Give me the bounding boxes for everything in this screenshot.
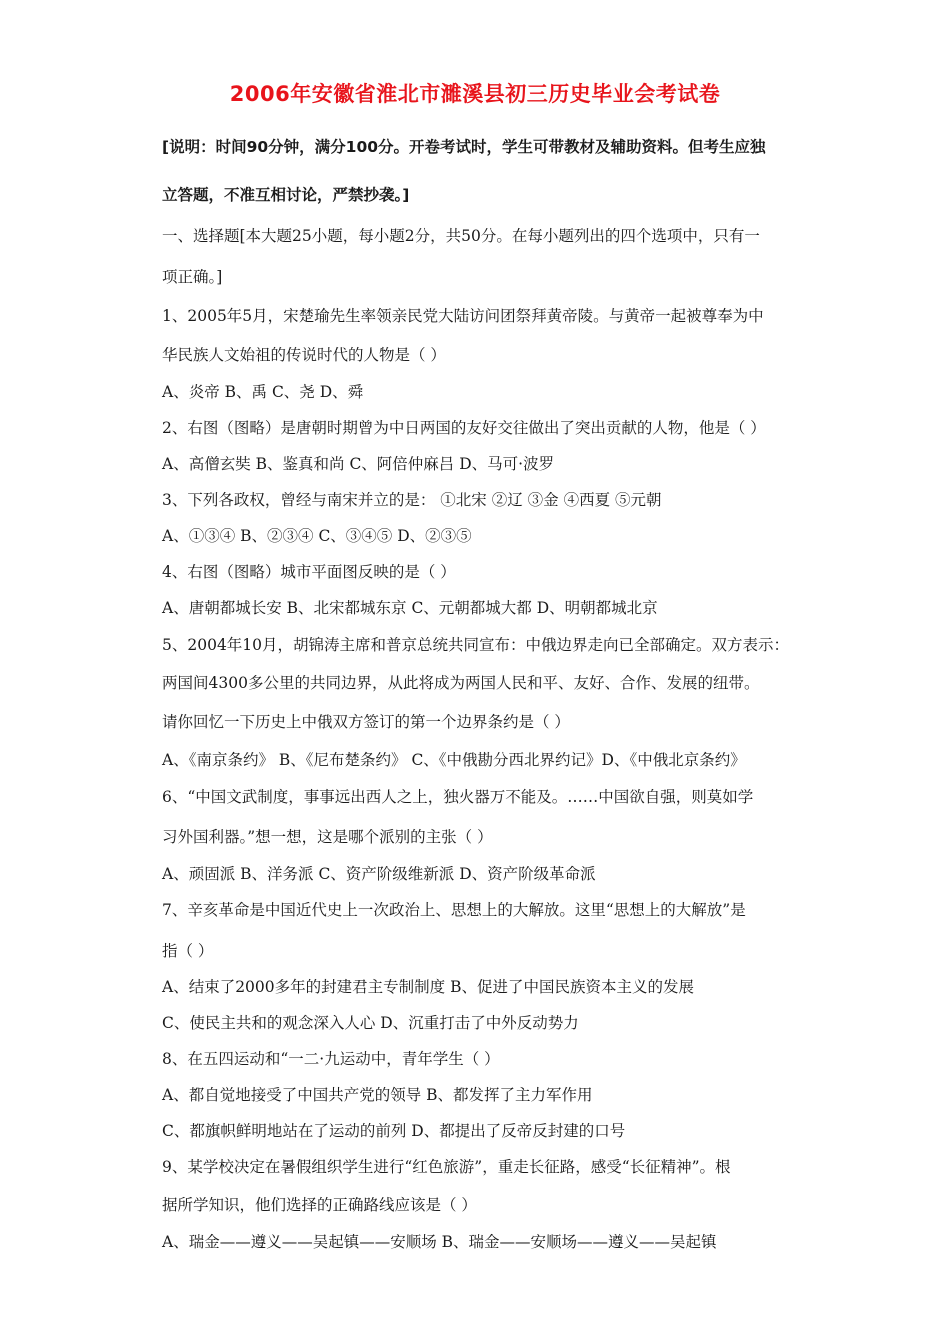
q7-stem-line-1: 7、辛亥革命是中国近代史上一次政治上、思想上的大解放。这里“思想上的大解放”是 [162,901,746,919]
q5-stem-line-1: 5、2004年10月，胡锦涛主席和普京总统共同宣布：中俄边界走向已全部确定。双方表示： [162,636,790,654]
q8-options-line-2: C、都旗帜鲜明地站在了运动的前列 D、都提出了反帝反封建的口号 [162,1122,626,1140]
q9-stem-line-2: 据所学知识，他们选择的正确路线应该是（ ） [162,1196,477,1214]
section-header-line-1: 一、选择题[本大题25小题，每小题2分，共50分。在每小题列出的四个选项中，只有一 [162,227,760,245]
q7-options-line-1: A、结束了2000多年的封建君主专制制度 B、促进了中国民族资本主义的发展 [162,978,694,996]
q5-stem-line-3: 请你回忆一下历史上中俄双方签订的第一个边界条约是（ ） [162,713,570,731]
q9-stem-line-1: 9、某学校决定在暑假组织学生进行“红色旅游”，重走长征路，感受“长征精神”。根 [162,1158,731,1176]
exam-title: 2006年安徽省淮北市濉溪县初三历史毕业会考试卷 [229,82,721,106]
q1-stem-line-2: 华民族人文始祖的传说时代的人物是（ ） [162,346,446,364]
q8-options-line-1: A、都自觉地接受了中国共产党的领导 B、都发挥了主力军作用 [162,1086,593,1104]
q6-options: A、顽固派 B、洋务派 C、资产阶级维新派 D、资产阶级革命派 [162,865,596,883]
q3-options: A、①③④ B、②③④ C、③④⑤ D、②③⑤ [162,527,472,545]
q6-stem-line-2: 习外国利器。”想一想，这是哪个派别的主张（ ） [162,828,493,846]
q8-stem: 8、在五四运动和“一二·九运动中，青年学生（ ） [162,1050,500,1068]
q1-options: A、炎帝 B、禹 C、尧 D、舜 [162,383,364,401]
q5-stem-line-2: 两国间4300多公里的共同边界，从此将成为两国人民和平、友好、合作、发展的纽带。 [162,674,760,692]
q5-options: A、《南京条约》 B、《尼布楚条约》 C、《中俄勘分西北界约记》D、《中俄北京条约》 [162,751,746,769]
instructions-line-2: 立答题，不准互相讨论，严禁抄袭。] [162,186,410,204]
q1-stem-line-1: 1、2005年5月，宋楚瑜先生率领亲民党大陆访问团祭拜黄帝陵。与黄帝一起被尊奉为中 [162,307,764,325]
q6-stem-line-1: 6、“中国文武制度，事事远出西人之上，独火器万不能及。……中国欲自强，则莫如学 [162,788,754,806]
q4-options: A、唐朝都城长安 B、北宋都城东京 C、元朝都城大都 D、明朝都城北京 [162,599,658,617]
q7-options-line-2: C、使民主共和的观念深入人心 D、沉重打击了中外反动势力 [162,1014,579,1032]
q2-options: A、高僧玄奘 B、鉴真和尚 C、阿倍仲麻吕 D、马可·波罗 [162,455,555,473]
q4-stem: 4、右图（图略）城市平面图反映的是（ ） [162,563,456,581]
q7-stem-line-2: 指（ ） [162,942,214,960]
instructions-line-1: [说明：时间90分钟，满分100分。开卷考试时，学生可带教材及辅助资料。但考生应独 [162,138,766,156]
section-header-line-2: 项正确。] [162,268,223,286]
q9-options: A、瑞金——遵义——吴起镇——安顺场 B、瑞金——安顺场——遵义——吴起镇 [162,1233,717,1251]
q2-stem: 2、右图（图略）是唐朝时期曾为中日两国的友好交往做出了突出贡献的人物，他是（ ） [162,419,766,437]
q3-stem: 3、下列各政权，曾经与南宋并立的是： ①北宋 ②辽 ③金 ④西夏 ⑤元朝 [162,491,662,509]
